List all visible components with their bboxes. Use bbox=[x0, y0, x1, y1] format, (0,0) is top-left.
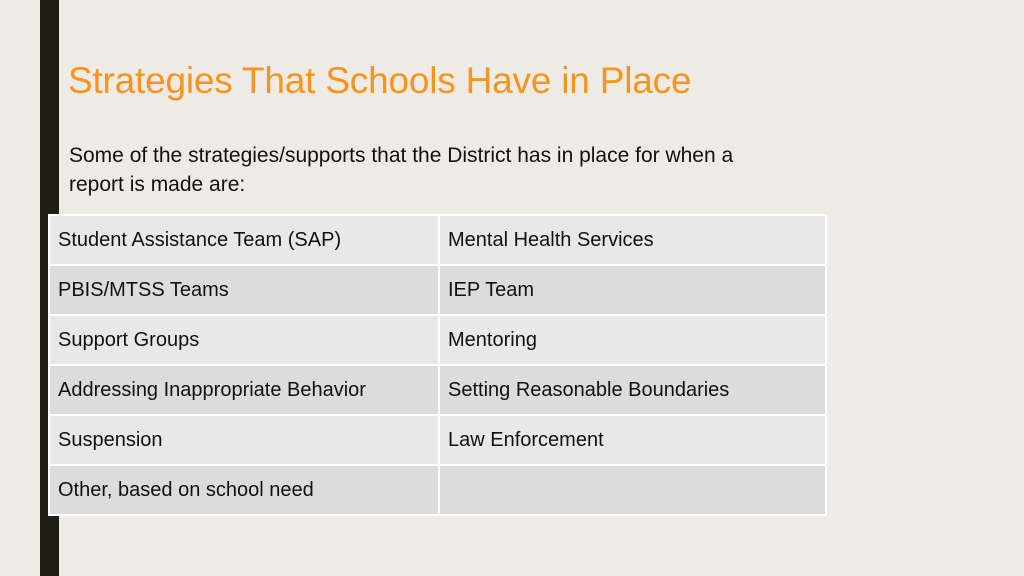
table-cell: Support Groups bbox=[49, 315, 439, 365]
table-cell: PBIS/MTSS Teams bbox=[49, 265, 439, 315]
table-row bbox=[49, 215, 826, 265]
table-row bbox=[49, 465, 826, 515]
intro-text: Some of the strategies/supports that the District has in place for when a report is made are: bbox=[69, 144, 734, 196]
strategies-table bbox=[48, 214, 827, 516]
table-cell: IEP Team bbox=[439, 265, 826, 315]
table-cell: Addressing Inappropriate Behavior bbox=[49, 365, 439, 415]
table-cell: Suspension bbox=[49, 415, 439, 465]
table-cell: Other, based on school need bbox=[49, 465, 439, 515]
slide-title: Strategies That Schools Have in Place bbox=[68, 60, 692, 101]
table-cell: Student Assistance Team (SAP) bbox=[49, 215, 439, 265]
table-cell: Setting Reasonable Boundaries bbox=[439, 365, 826, 415]
table-row bbox=[49, 365, 826, 415]
table-row bbox=[49, 415, 826, 465]
table-row bbox=[49, 265, 826, 315]
table-row bbox=[49, 315, 826, 365]
table-cell bbox=[439, 465, 826, 515]
table-cell: Mental Health Services bbox=[439, 215, 826, 265]
table-cell: Mentoring bbox=[439, 315, 826, 365]
table-cell: Law Enforcement bbox=[439, 415, 826, 465]
